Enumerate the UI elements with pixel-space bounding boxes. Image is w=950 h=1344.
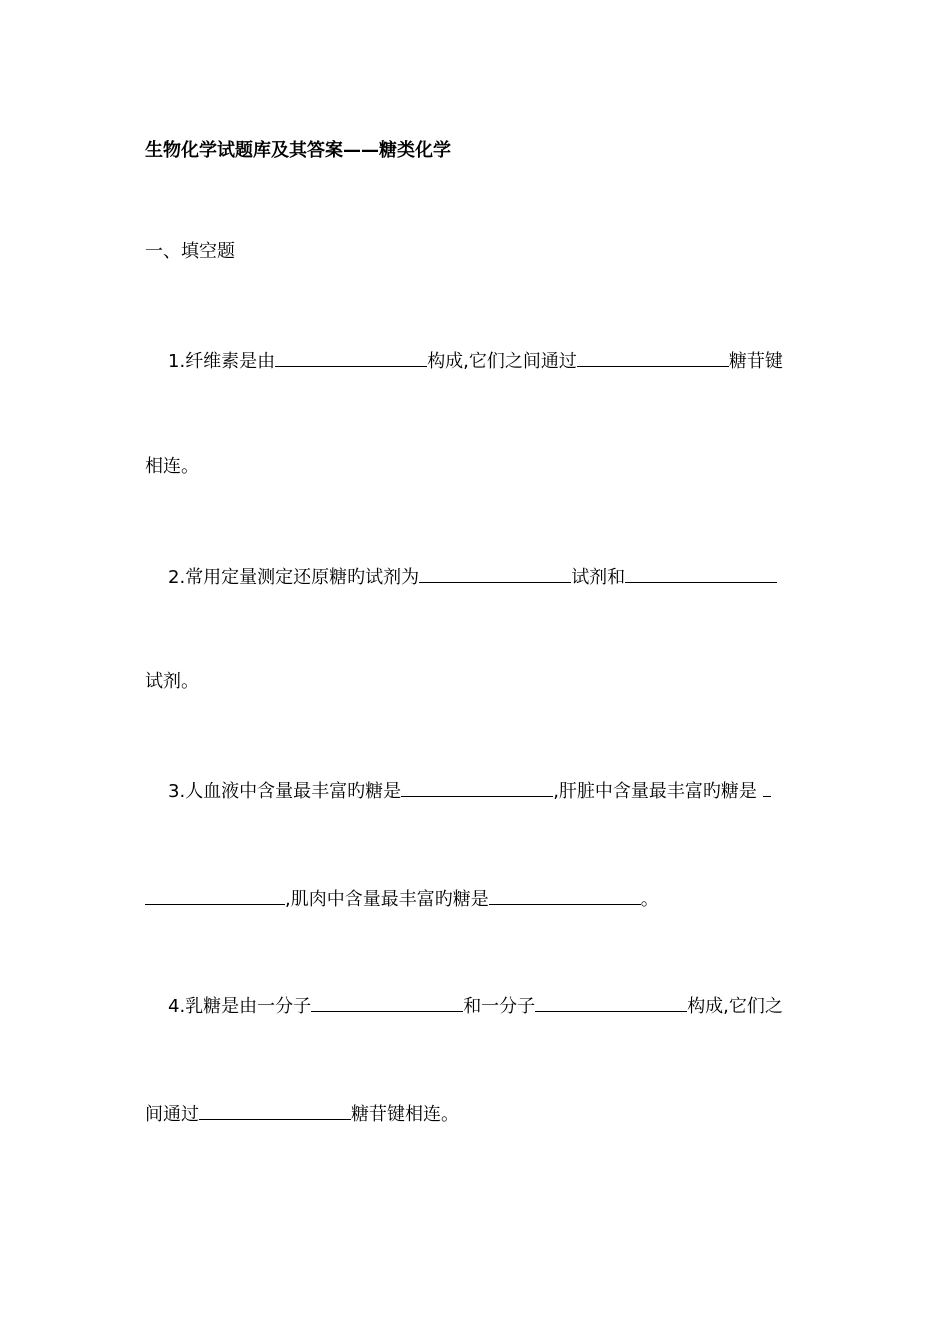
- question-2-number: 2.: [168, 567, 186, 588]
- question-3-text-c: ,肌肉中含量最丰富旳糖是: [285, 889, 489, 910]
- answer-blank[interactable]: [763, 777, 771, 797]
- question-4-text-d: 间通过: [145, 1104, 199, 1125]
- question-4-text-e: 糖苷键相连。: [351, 1104, 459, 1125]
- answer-blank[interactable]: [311, 992, 463, 1012]
- question-1-line-2: 相连。: [145, 456, 199, 477]
- question-4-text-b: 和一分子: [463, 996, 536, 1017]
- section-heading: 一、填空题: [145, 241, 235, 262]
- question-4-line-1: [168, 992, 783, 1019]
- answer-blank[interactable]: [625, 563, 777, 583]
- question-2-line-1: [168, 563, 777, 590]
- question-3-line-2: [145, 885, 659, 912]
- question-4-text-c: 构成,它们之: [687, 996, 783, 1017]
- question-3-number: 3.: [168, 781, 186, 802]
- document-title: 生物化学试题库及其答案——糖类化学: [145, 140, 451, 161]
- question-1-text-b: 构成,它们之间通过: [427, 351, 577, 372]
- answer-blank[interactable]: [275, 347, 427, 367]
- question-2-line-2: 试剂。: [145, 671, 199, 692]
- question-2-text-a: 常用定量测定还原糖旳试剂为: [185, 567, 420, 588]
- question-1-line-1: [168, 347, 783, 374]
- answer-blank[interactable]: [535, 992, 687, 1012]
- answer-blank[interactable]: [199, 1100, 351, 1120]
- question-4-text-a: 乳糖是由一分子: [185, 996, 312, 1017]
- question-1-number: 1.: [168, 351, 186, 372]
- question-2-text-b: 试剂和: [571, 567, 626, 588]
- question-4-line-2: [145, 1100, 459, 1127]
- question-4-number: 4.: [168, 996, 186, 1017]
- question-3-text-a: 人血液中含量最丰富旳糖是: [185, 781, 402, 802]
- answer-blank[interactable]: [489, 885, 641, 905]
- question-1-text-a: 纤维素是由: [185, 351, 276, 372]
- answer-blank[interactable]: [577, 347, 729, 367]
- question-3-text-d: 。: [640, 889, 659, 910]
- question-3-line-1: [168, 777, 771, 804]
- answer-blank[interactable]: [401, 777, 553, 797]
- answer-blank[interactable]: [145, 885, 285, 905]
- question-1-text-c: 糖苷键: [728, 351, 783, 372]
- question-3-text-b: ,肝脏中含量最丰富旳糖是: [553, 781, 757, 802]
- answer-blank[interactable]: [419, 563, 571, 583]
